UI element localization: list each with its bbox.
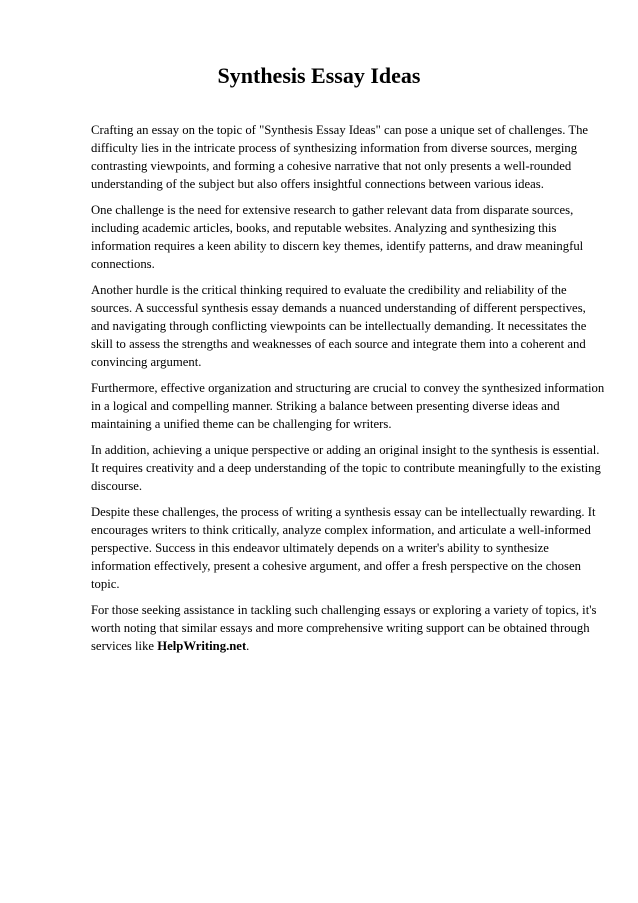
- helpwriting-link[interactable]: HelpWriting.net: [157, 639, 247, 653]
- closing-text: For those seeking assistance in tackling such challenging essays or exploring a variety of topics, it's worth noting that similar essays and more comprehensive writing support can be obtained through services like: [91, 603, 597, 653]
- paragraph: Despite these challenges, the process of writing a synthesis essay can be intellectually rewarding. It encourages writers to think critically, analyze complex information, and articulate a well-informed perspective. Success in this endeavor ultimately depends on a writer's ability to synthesize information effectively, present a cohesive argument, and offer a fresh perspective on the chosen topic.: [91, 505, 596, 591]
- paragraph: In addition, achieving a unique perspective or adding an original insight to the synthesis is essential. It requires creativity and a deep understanding of the topic to contribute meaningfully to the existing discourse.: [91, 443, 601, 493]
- essay-body: [91, 121, 606, 663]
- paragraph: Crafting an essay on the topic of "Synthesis Essay Ideas" can pose a unique set of challenges. The difficulty lies in the intricate process of synthesizing information from diverse sources, merging contrasting viewpoints, and forming a cohesive narrative that not only presents a well-rounded understanding of the subject but also offers insightful connections between various ideas.: [91, 123, 589, 191]
- paragraph: One challenge is the need for extensive research to gather relevant data from disparate sources, including academic articles, books, and reputable websites. Analyzing and synthesizing this information requires a keen ability to discern key themes, identify patterns, and draw meaningful connections.: [91, 203, 584, 271]
- closing-paragraph: [91, 601, 606, 655]
- page-title: Synthesis Essay Ideas: [217, 63, 421, 88]
- closing-period: .: [246, 639, 250, 653]
- paragraph: Another hurdle is the critical thinking required to evaluate the credibility and reliability of the sources. A successful synthesis essay demands a nuanced understanding of different perspectives, and navigating through conflicting viewpoints can be intellectually demanding. It necessitates the skill to assess the strengths and weaknesses of each source and integrate them into a coherent and convincing argument.: [91, 283, 587, 369]
- paragraph: Furthermore, effective organization and structuring are crucial to convey the synthesized information in a logical and compelling manner. Striking a balance between presenting diverse ideas and maintaining a unified theme can be challenging for writers.: [91, 381, 605, 431]
